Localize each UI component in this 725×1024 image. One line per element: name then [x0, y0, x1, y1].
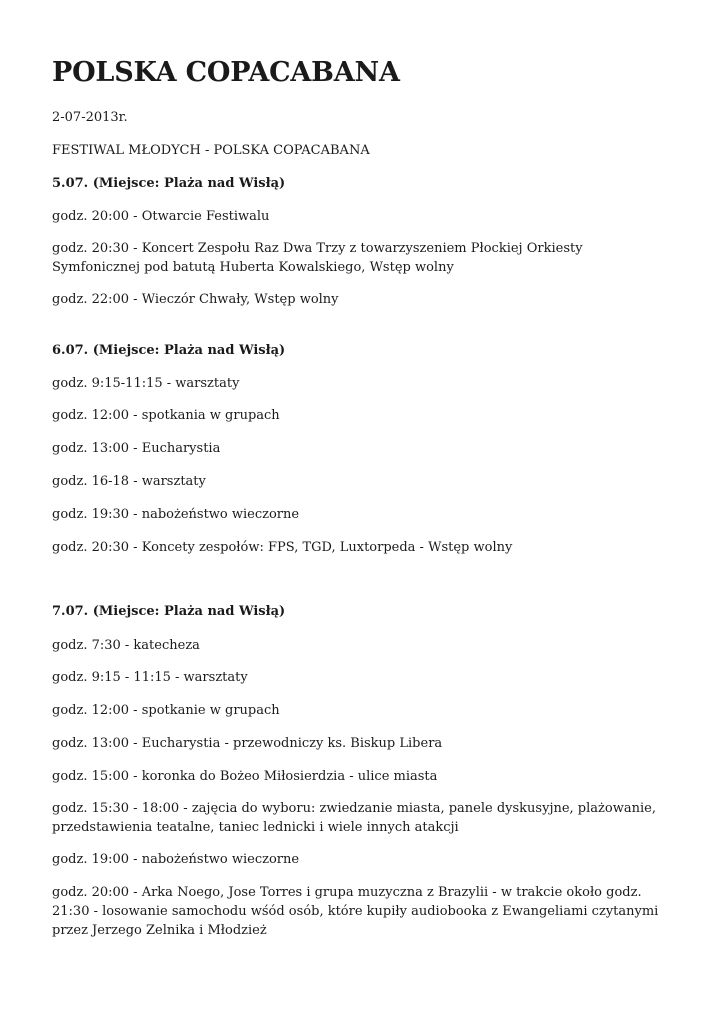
schedule-item: godz. 20:30 - Koncety zespołów: FPS, TGD, Luxtorpeda - Wstęp wolny: [52, 540, 513, 555]
document-subtitle: FESTIWAL MŁODYCH - POLSKA COPACABANA: [52, 143, 370, 158]
schedule-item: godz. 15:30 - 18:00 - zajęcia do wyboru: zwiedzanie miasta, panele dyskusyjne, plażowanie, przedstawienia teatalne, taniec lednicki i wiele innych atakcji: [52, 801, 656, 835]
document-date: 2-07-2013r.: [52, 110, 128, 125]
schedule-item: godz. 20:00 - Otwarcie Festiwalu: [52, 209, 270, 224]
schedule-item: godz. 15:00 - koronka do Bożeo Miłosierdzia - ulice miasta: [52, 769, 438, 784]
day-heading: 5.07. (Miejsce: Plaża nad Wisłą): [52, 176, 286, 191]
schedule-item: godz. 20:30 - Koncert Zespołu Raz Dwa Trzy z towarzyszeniem Płockiej Orkiesty Symfonicznej pod batutą Huberta Kowalskiego, Wstęp wolny: [52, 241, 583, 275]
schedule-item: godz. 19:00 - nabożeństwo wieczorne: [52, 852, 300, 867]
schedule-item: godz. 16-18 - warsztaty: [52, 474, 206, 489]
page-title: POLSKA COPACABANA: [52, 57, 400, 88]
day-heading: 7.07. (Miejsce: Plaża nad Wisłą): [52, 604, 286, 619]
schedule-item: godz. 7:30 - katecheza: [52, 638, 200, 653]
day-heading: 6.07. (Miejsce: Plaża nad Wisłą): [52, 343, 286, 358]
schedule-item: godz. 19:30 - nabożeństwo wieczorne: [52, 507, 300, 522]
schedule-item: godz. 20:00 - Arka Noego, Jose Torres i grupa muzyczna z Brazylii - w trakcie około godz. 21:30 - losowanie samochodu wśód osób, które kupiły audiobooka z Ewangeliami czytanymi przez Jerzego Zelnika i Młodzież: [52, 885, 659, 938]
schedule-item: godz. 22:00 - Wieczór Chwały, Wstęp wolny: [52, 292, 339, 307]
schedule-item: godz. 13:00 - Eucharystia - przewodniczy ks. Biskup Libera: [52, 736, 443, 751]
schedule-item: godz. 12:00 - spotkanie w grupach: [52, 703, 280, 718]
schedule-item: godz. 9:15-11:15 - warsztaty: [52, 376, 240, 391]
schedule-item: godz. 13:00 - Eucharystia: [52, 441, 221, 456]
schedule-item: godz. 9:15 - 11:15 - warsztaty: [52, 670, 248, 685]
schedule-item: godz. 12:00 - spotkania w grupach: [52, 408, 280, 423]
